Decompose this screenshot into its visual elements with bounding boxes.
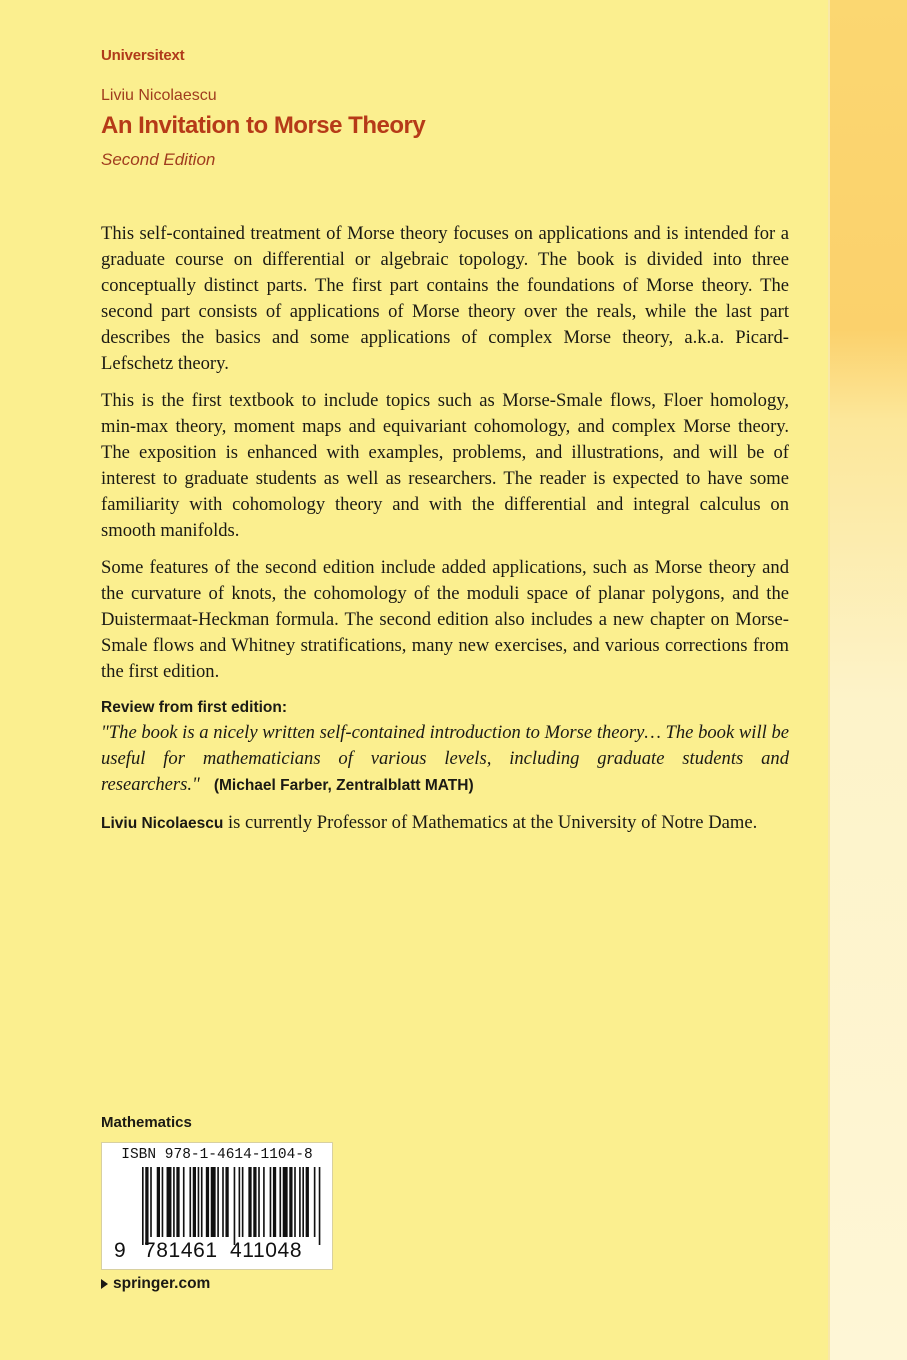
barcode-bar	[167, 1167, 172, 1237]
barcode-bar	[176, 1167, 179, 1237]
spine-color-bar	[828, 0, 907, 1360]
publisher-website: springer.com	[113, 1275, 211, 1292]
barcode-bar	[319, 1167, 321, 1245]
barcode-bar	[302, 1167, 304, 1237]
barcode-bar	[242, 1167, 244, 1237]
arrow-right-icon	[101, 1279, 108, 1289]
spine-edge	[828, 0, 830, 1360]
barcode-bar	[263, 1167, 265, 1237]
barcode-bar	[314, 1167, 316, 1237]
barcode-bar	[299, 1167, 301, 1237]
barcode-bar	[258, 1167, 260, 1237]
barcode-bar	[162, 1167, 164, 1237]
barcode-bar	[283, 1167, 288, 1237]
bio-author-name: Liviu Nicolaescu	[101, 815, 224, 832]
barcode-bar	[217, 1167, 219, 1237]
review-quote-text: "The book is a nicely written self-contained introduction to Morse theory… The book will be useful for mathematicians of various levels, including graduate students and researchers."	[101, 722, 789, 795]
book-title: An Invitation to Morse Theory	[101, 112, 426, 139]
barcode-bar	[294, 1167, 296, 1237]
barcode-bar	[253, 1167, 256, 1237]
barcode-digits-group-1: 781461	[144, 1239, 218, 1262]
barcode	[101, 1142, 333, 1270]
barcode-bar	[289, 1167, 292, 1237]
review-quote	[101, 720, 789, 799]
barcode-bar	[157, 1167, 160, 1237]
barcode-bar	[306, 1167, 309, 1237]
barcode-bars	[142, 1167, 322, 1245]
barcode-bar	[211, 1167, 216, 1237]
barcode-bar	[222, 1167, 224, 1237]
barcode-bar	[145, 1167, 148, 1245]
barcode-bar	[173, 1167, 175, 1237]
barcode-bar	[239, 1167, 241, 1237]
barcode-bar	[234, 1167, 236, 1245]
bio-text: is currently Professor of Mathematics at the University of Notre Dame.	[223, 812, 758, 833]
barcode-bar	[206, 1167, 209, 1237]
barcode-bar	[279, 1167, 281, 1237]
barcode-bar	[201, 1167, 203, 1237]
barcode-bar	[142, 1167, 144, 1245]
review-source: (Michael Farber, Zentralblatt MATH)	[213, 777, 474, 794]
publisher-link[interactable]	[101, 1275, 210, 1293]
barcode-digit-first: 9	[114, 1239, 126, 1262]
description-paragraph-3: Some features of the second edition include added applications, such as Morse theory and the curvature of knots, the cohomology of the moduli space of planar polygons, and the Duistermaat-Heckman formula. The second edition also includes a new chapter on Morse-Smale flows and Whitney stratifications, many new exercises, and various corrections from the first edition.	[101, 557, 789, 682]
barcode-bar	[198, 1167, 200, 1237]
barcode-digits-group-2: 411048	[230, 1239, 303, 1262]
description-block	[101, 221, 789, 848]
isbn-label: ISBN 978-1-4614-1104-8	[121, 1147, 313, 1163]
barcode-bar	[248, 1167, 251, 1237]
author-bio	[101, 810, 789, 837]
barcode-bar	[193, 1167, 196, 1237]
series-name: Universitext	[101, 47, 185, 64]
barcode-bar	[183, 1167, 185, 1237]
edition-label: Second Edition	[101, 150, 216, 169]
barcode-bar	[189, 1167, 191, 1237]
barcode-bar	[273, 1167, 276, 1237]
barcode-bar	[225, 1167, 228, 1237]
description-paragraph-1: This self-contained treatment of Morse theory focuses on applications and is intended for a graduate course on differential or algebraic topology. The book is divided into three conceptually distinct parts. The first part contains the foundations of Morse theory. The second part consists of applications of Morse theory over the reals, while the last part describes the basics and some applications of complex Morse theory, a.k.a. Picard-Lefschetz theory.	[101, 223, 789, 374]
description-paragraph-2: This is the first textbook to include topics such as Morse-Smale flows, Floer homology, min-max theory, moment maps and equivariant cohomology, and complex Morse theory. The exposition is enhanced with examples, problems, and illustrations, and will be of interest to graduate students as well as researchers. The reader is expected to have some familiarity with cohomology theory and with the differential and integral calculus on smooth manifolds.	[101, 390, 789, 541]
subject-category: Mathematics	[101, 1114, 192, 1131]
author-name: Liviu Nicolaescu	[101, 87, 217, 104]
barcode-bar	[270, 1167, 272, 1237]
review-heading: Review from first edition:	[101, 699, 288, 716]
barcode-bar	[150, 1167, 152, 1237]
